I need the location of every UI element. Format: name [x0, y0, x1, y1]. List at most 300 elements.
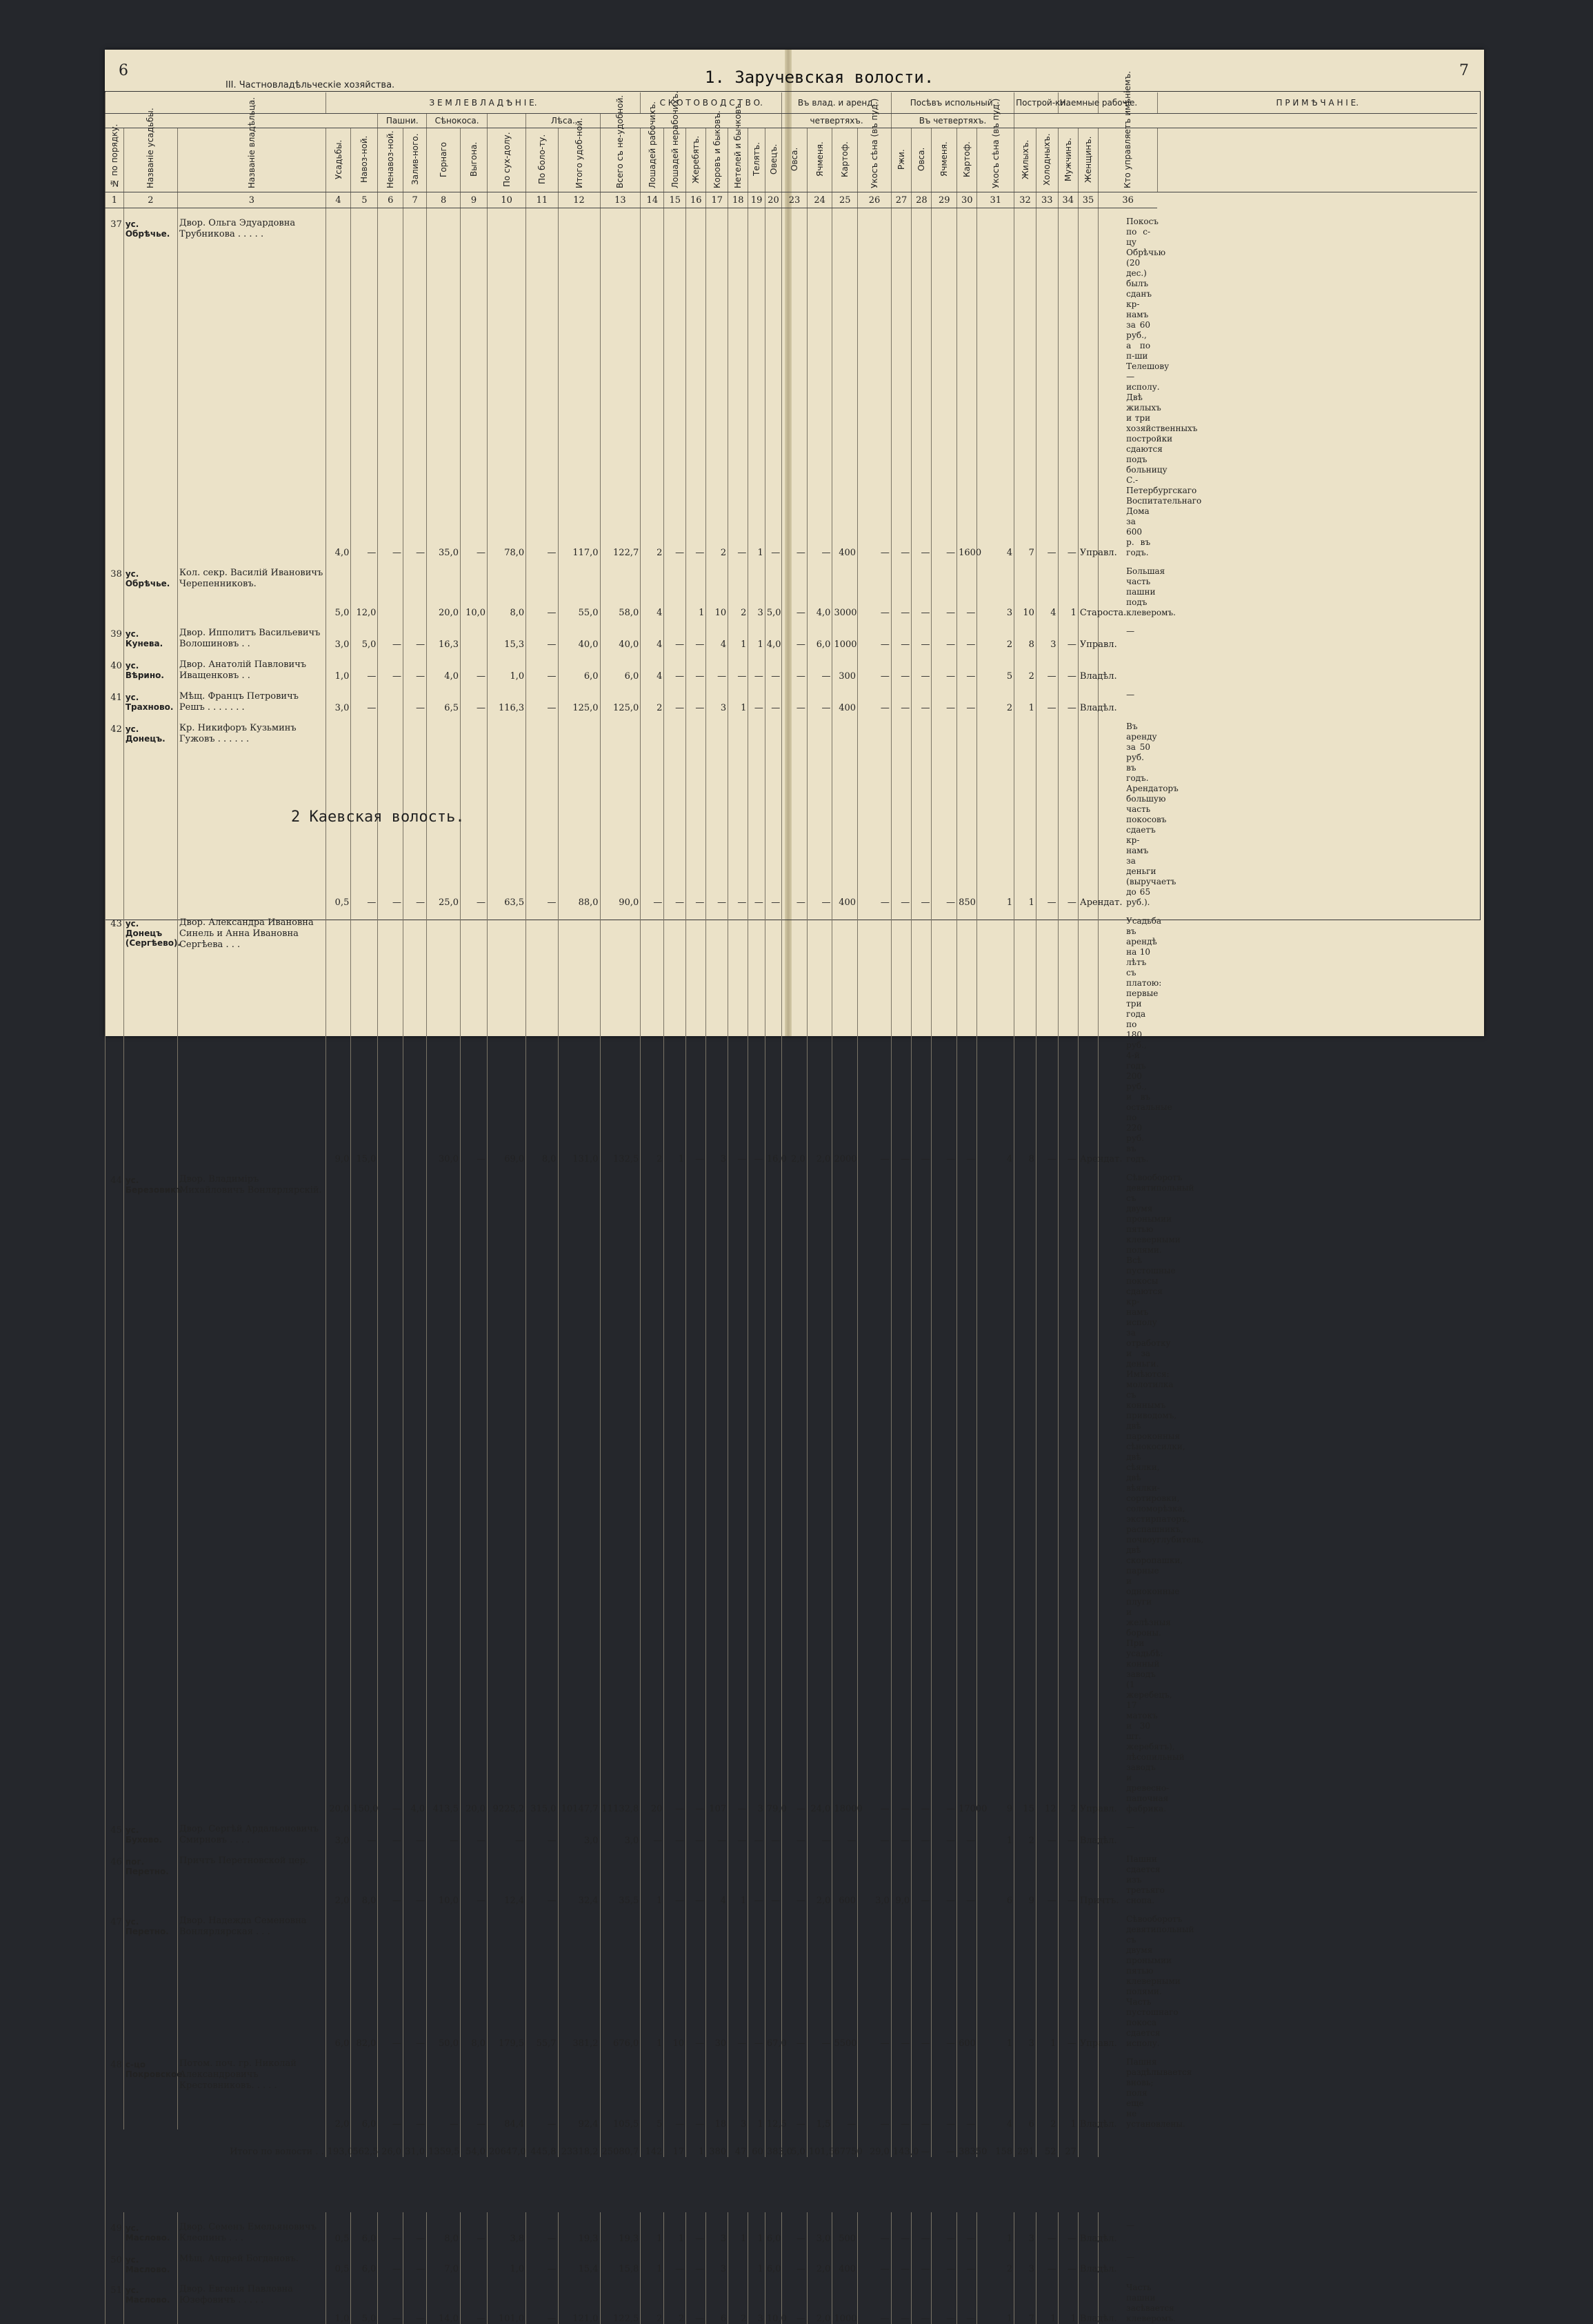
- cell-value: 69,0: [488, 908, 526, 1164]
- column-header: [706, 110, 728, 192]
- cell-value: 1: [748, 208, 765, 559]
- cell-value: 6: [1014, 2049, 1036, 2129]
- estate-name: ус. Донецъ.: [123, 713, 177, 908]
- column-header-label: Горнаго: [439, 141, 449, 177]
- column-number: 19: [748, 192, 765, 208]
- column-number: 30: [957, 192, 977, 208]
- row-note: Сѣвооборотъ девятипольный съ двумя пронымии пятью клеверными полями. Всѣ пустошные покосы сдаются кр-намъ исполу за отработку и за деньги. Имѣются: молотилка съ коннымъ приводомъ, двѣ пароконныя сѣнокосилки, двѣ сѣялки, двѣ вѣялки-сортировки, соломорѣзка, экстирпаторъ, распашникъ, почвоуглубитель, двѣ скоропашки, парные и одноконные плуги и желѣзныя бороны. При усадьбѣ: конный заводъ (1 жеребецъ, 17 матокъ и 30 шт. жеребятъ), лѣсопильный заводъ и древесно-папочная фабрика.: [1099, 1164, 1157, 1814]
- column-number: 32: [1014, 192, 1036, 208]
- owner-name: Двор. Ольга Эдуардовна Трубникова . . . . .: [177, 208, 325, 559]
- cell-value: 1: [1058, 558, 1078, 618]
- cell-value: Владѣл.: [1078, 2274, 1098, 2324]
- cell-value: —: [858, 558, 892, 618]
- cell-value: —: [891, 2049, 911, 2129]
- cell-value: 2: [1036, 2049, 1058, 2129]
- cell-value: 15,4: [558, 2244, 600, 2274]
- column-header: [325, 128, 351, 192]
- cell-value: 105,5: [600, 2049, 641, 2129]
- cell-value: 3,0: [807, 2212, 832, 2244]
- cell-value: 8,0: [526, 908, 558, 1164]
- cell-value: 2,0: [325, 1846, 351, 1906]
- cell-value: 58,0: [600, 558, 641, 618]
- column-header: [807, 128, 832, 192]
- cell-value: —: [378, 1814, 403, 1846]
- column-header: [782, 128, 808, 192]
- cell-value: 5,0: [765, 558, 781, 618]
- row-index: 49: [106, 2212, 124, 2244]
- cell-value: 20,0: [427, 558, 461, 618]
- cell-value: —: [403, 2274, 427, 2324]
- owner-name: Кр. Никифоръ Кузьминъ Гужовъ . . . . . .: [177, 713, 325, 908]
- cell-value: 5,0: [351, 618, 378, 650]
- cell-value: 0,5: [325, 2244, 351, 2274]
- cell-value: 8,0: [460, 1906, 487, 2049]
- cell-value: —: [686, 908, 706, 1164]
- cell-value: 78,0: [488, 208, 526, 559]
- cell-value: 6,0: [351, 2244, 378, 2274]
- cell-value: 30,0: [427, 908, 461, 1164]
- cell-value: —: [1058, 1846, 1078, 1906]
- table-row: [106, 2244, 1478, 2274]
- cell-value: —: [858, 2244, 892, 2274]
- cell-value: 3,0: [325, 618, 351, 650]
- cell-value: 10: [706, 558, 728, 618]
- totals-label: Итого по волости . .: [106, 2129, 326, 2157]
- column-header: [427, 128, 461, 192]
- cell-value: 1,5: [807, 2049, 832, 2129]
- cell-value: —: [526, 2244, 558, 2274]
- column-header-label: Жилыхъ.: [1020, 139, 1030, 179]
- cell-value: —: [912, 618, 932, 650]
- cell-value: —: [526, 558, 558, 618]
- cell-value: —: [526, 2212, 558, 2244]
- column-header: [526, 128, 558, 192]
- column-header: [378, 128, 403, 192]
- column-header: [123, 107, 177, 192]
- cell-value: 32,4: [558, 1846, 600, 1906]
- cell-value: 15,8: [600, 2244, 641, 2274]
- cell-value: 9,0: [325, 908, 351, 1164]
- cell-value: —: [460, 713, 487, 908]
- column-number: 25: [832, 192, 858, 208]
- cell-value: [460, 2244, 487, 2274]
- column-header-label: Навоз-ной.: [359, 135, 370, 183]
- cell-value: Управл.: [1078, 1906, 1098, 2049]
- page-number-left: 6: [119, 62, 128, 79]
- cell-value: 3: [748, 2274, 765, 2324]
- header-group: Посѣвъ испольный.: [891, 92, 1014, 114]
- cell-value: 11132,8: [600, 1164, 641, 1814]
- total-value: 29,0: [858, 2129, 892, 2157]
- cell-value: —: [858, 2212, 892, 2244]
- cell-value: 1,0: [488, 650, 526, 682]
- column-header-label: Холодныхъ.: [1042, 132, 1052, 186]
- cell-value: 2,0: [807, 2274, 832, 2324]
- cell-value: —: [932, 1906, 957, 2049]
- column-header-label: Овса.: [790, 147, 800, 171]
- cell-value: 3: [1014, 2244, 1036, 2274]
- cell-value: 6,0: [325, 1906, 351, 2049]
- cell-value: 8,0: [351, 1846, 378, 1906]
- column-number: 5: [351, 192, 378, 208]
- column-header-label: Ржи.: [896, 148, 907, 170]
- column-header: [957, 128, 977, 192]
- cell-value: —: [526, 208, 558, 559]
- cell-value: 7: [1014, 2274, 1036, 2324]
- column-header-label: Овса.: [916, 147, 927, 171]
- total-value: 54,0: [460, 2129, 487, 2157]
- cell-value: 10,0: [765, 2274, 781, 2324]
- cell-value: —: [891, 1814, 911, 1846]
- column-header: [977, 98, 1014, 192]
- total-value: 20647,0: [488, 2129, 526, 2157]
- cell-value: —: [1036, 682, 1058, 713]
- cell-value: —: [641, 1814, 664, 1846]
- cell-value: —: [526, 650, 558, 682]
- cell-value: —: [1036, 713, 1058, 908]
- cell-value: 2: [641, 908, 664, 1164]
- cell-value: 19,3: [600, 2212, 641, 2244]
- table-row: [106, 618, 1478, 650]
- cell-value: —: [891, 1164, 911, 1814]
- cell-value: —: [686, 713, 706, 908]
- cell-value: —: [664, 1814, 686, 1846]
- row-note: Покосъ по с-цу Обрѣчью (20 дес.) былъ сданъ кр-намъ за 60 руб., а по п-ши Телешову—исполу. Двѣ жилыхъ и три хозяйственныхъ постройки сдаются подъ больницу С.-Петербургскаго Воспитательнаго Дома за 600 р. въ годъ.: [1099, 208, 1157, 559]
- estate-name: ус. Вѣрино.: [123, 650, 177, 682]
- cell-value: —: [351, 1814, 378, 1846]
- owner-name: Двор. Ипполитъ Васильевичъ Волошиновъ . .: [177, 618, 325, 650]
- cell-value: 3: [706, 908, 728, 1164]
- cell-value: —: [686, 1906, 706, 2049]
- column-number: 6: [378, 192, 403, 208]
- column-header-label: Названiе усадьбы.: [146, 107, 156, 188]
- column-header: [600, 95, 641, 192]
- total-value: 60: [748, 2129, 765, 2157]
- cell-value: 117,0: [558, 208, 600, 559]
- cell-value: —: [1036, 2212, 1058, 2244]
- cell-value: —: [765, 208, 781, 559]
- cell-value: 84,4: [488, 2049, 526, 2129]
- cell-value: 2: [641, 682, 664, 713]
- cell-value: —: [686, 1164, 706, 1814]
- cell-value: —: [957, 1814, 977, 1846]
- cell-value: —: [891, 618, 911, 650]
- column-number: 27: [891, 192, 911, 208]
- column-header: [748, 128, 765, 192]
- column-number: 7: [403, 192, 427, 208]
- header-group: Построй-ки.: [1014, 92, 1058, 114]
- cell-value: 2: [977, 682, 1014, 713]
- cell-value: 8,0: [427, 2212, 461, 2244]
- owner-name: Двор. Евгенiя Павловна Юзефовичъ . . . . .: [177, 2274, 325, 2324]
- estate-name: ус. Перетно.: [123, 1906, 177, 2049]
- cell-value: 1600: [957, 208, 977, 559]
- total-value: 47: [728, 2129, 748, 2157]
- cell-value: 6,0: [765, 2212, 781, 2244]
- cell-value: —: [1036, 650, 1058, 682]
- cell-value: —: [664, 682, 686, 713]
- cell-value: —: [526, 2049, 558, 2129]
- cell-value: —: [807, 1814, 832, 1846]
- cell-value: —: [1036, 2244, 1058, 2274]
- cell-value: —: [912, 908, 932, 1164]
- column-number: 14: [641, 192, 664, 208]
- second-volost-title: 2 Каевская волость.: [291, 808, 465, 826]
- cell-value: —: [1058, 2244, 1078, 2274]
- column-header-label: По боло-ту.: [537, 134, 547, 184]
- cell-value: Арендат.: [1078, 713, 1098, 908]
- cell-value: —: [957, 618, 977, 650]
- cell-value: —: [858, 908, 892, 1164]
- cell-value: —: [912, 1846, 932, 1906]
- column-header-label: Женщинъ.: [1083, 135, 1093, 183]
- cell-value: —: [351, 713, 378, 908]
- estate-name: ус. Маслово.: [123, 2212, 177, 2244]
- cell-value: —: [932, 908, 957, 1164]
- column-number: 36: [1099, 192, 1157, 208]
- cell-value: —: [706, 713, 728, 908]
- total-value: 101,5: [807, 2129, 832, 2157]
- cell-value: —: [728, 1164, 748, 1814]
- column-header: [664, 90, 686, 192]
- column-number: 1: [106, 192, 124, 208]
- cell-value: —: [378, 650, 403, 682]
- cell-value: 1: [1014, 713, 1036, 908]
- owner-name: Кол. секр. Василiй Ивановичъ Черепенниковъ.: [177, 558, 325, 618]
- estate-name: ус. Донецъ (Сергѣево).: [123, 908, 177, 1164]
- cell-value: Владѣл.: [1078, 2244, 1098, 2274]
- column-number: 13: [600, 192, 641, 208]
- total-value: 380: [706, 2129, 728, 2157]
- cell-value: Управл.: [1078, 618, 1098, 650]
- cell-value: —: [957, 682, 977, 713]
- cell-value: 79,0: [765, 1164, 781, 1814]
- page-number-right: 7: [1459, 62, 1469, 79]
- volost-title: 1. Заручевская волости.: [705, 68, 934, 87]
- column-number: 9: [460, 192, 487, 208]
- owner-name: Двор. Семенъ Емельяновичъ Клеопинъ . . .: [177, 2212, 325, 2244]
- table-row: [106, 208, 1478, 559]
- column-header: [351, 128, 378, 192]
- cell-value: —: [782, 682, 808, 713]
- gap-cell: [106, 2157, 1478, 2212]
- cell-value: —: [807, 208, 832, 559]
- total-value: 27: [1058, 2129, 1078, 2157]
- column-number: 10: [488, 192, 526, 208]
- cell-value: —: [526, 682, 558, 713]
- table-row: [106, 1164, 1478, 1814]
- total-value: 193,0: [325, 2129, 351, 2157]
- cell-value: —: [932, 2274, 957, 2324]
- total-value: [1078, 2129, 1098, 2157]
- cell-value: 121,0: [558, 2274, 600, 2324]
- cell-value: —: [782, 1814, 808, 1846]
- cell-value: 3,0: [558, 1814, 600, 1846]
- total-value: 31,0: [403, 2129, 427, 2157]
- column-number: 18: [728, 192, 748, 208]
- column-header-label: Коровъ и быковъ.: [712, 110, 722, 188]
- cell-value: 8: [1014, 908, 1036, 1164]
- column-header: [912, 128, 932, 192]
- column-header: [1036, 128, 1058, 192]
- cell-value: 16,0: [765, 908, 781, 1164]
- cell-value: —: [957, 650, 977, 682]
- estate-name: ус. Обрѣчье.: [123, 208, 177, 559]
- row-note: —: [1099, 2244, 1157, 2274]
- cell-value: —: [932, 1846, 957, 1906]
- cell-value: —: [858, 1164, 892, 1814]
- cell-value: Управл.: [1078, 1164, 1098, 1814]
- cell-value: —: [378, 618, 403, 650]
- cell-value: —: [378, 1906, 403, 2049]
- cell-value: Владѣл.: [1078, 1814, 1098, 1846]
- row-note: —: [1099, 2212, 1157, 2244]
- cell-value: 92,4: [558, 2049, 600, 2129]
- cell-value: 5: [641, 2049, 664, 2129]
- cell-value: 5: [977, 650, 1014, 682]
- header-subgroup: Въ четвертяхъ.: [891, 114, 1014, 128]
- cell-value: 400: [832, 2244, 858, 2274]
- cell-value: Староста.: [1078, 558, 1098, 618]
- cell-value: —: [932, 1164, 957, 1814]
- owner-name: Двор. Надежда Семеновна Вонлярлярская . . .: [177, 1906, 325, 2049]
- cell-value: —: [891, 558, 911, 618]
- cell-value: 2: [664, 2274, 686, 2324]
- cell-value: 18: [706, 2049, 728, 2129]
- cell-value: 19,3: [558, 2212, 600, 2244]
- cell-value: 4: [706, 618, 728, 650]
- column-header-label: Ячменя.: [939, 141, 950, 177]
- cell-value: 400: [832, 208, 858, 559]
- cell-value: —: [1058, 2212, 1078, 2244]
- cell-value: 2,0: [325, 2049, 351, 2129]
- row-note: [1099, 2129, 1157, 2157]
- table-row: [106, 558, 1478, 618]
- cell-value: —: [1058, 713, 1078, 908]
- cell-value: —: [686, 682, 706, 713]
- cell-value: 1: [977, 2274, 1014, 2324]
- cell-value: —: [957, 2049, 977, 2129]
- column-number: 2: [123, 192, 177, 208]
- cell-value: —: [460, 208, 487, 559]
- cell-value: —: [664, 618, 686, 650]
- column-number: 23: [782, 192, 808, 208]
- cell-value: —: [1036, 1814, 1058, 1846]
- cell-value: Владѣл.: [1078, 682, 1098, 713]
- cell-value: 125,0: [600, 682, 641, 713]
- cell-value: —: [427, 1814, 461, 1846]
- cell-value: —: [1058, 208, 1078, 559]
- column-number: 26: [858, 192, 892, 208]
- cell-value: 3,8: [488, 2212, 526, 2244]
- cell-value: —: [891, 2274, 911, 2324]
- cell-value: 4,0: [403, 1164, 427, 1814]
- cell-value: —: [728, 908, 748, 1164]
- cell-value: —: [664, 2244, 686, 2274]
- cell-value: 122,7: [600, 208, 641, 559]
- cell-value: —: [891, 2212, 911, 2244]
- cell-value: —: [932, 558, 957, 618]
- cell-value: —: [664, 713, 686, 908]
- cell-value: —: [403, 713, 427, 908]
- column-number: 28: [912, 192, 932, 208]
- column-number: 20: [765, 192, 781, 208]
- owner-name: Причтъ Перетновской цер.: [177, 1846, 325, 1906]
- column-number: 8: [427, 192, 461, 208]
- cell-value: 3: [748, 1164, 765, 1814]
- cell-value: —: [858, 2049, 892, 2129]
- column-number: 3: [177, 192, 325, 208]
- cell-value: —: [1058, 682, 1078, 713]
- cell-value: —: [765, 1814, 781, 1846]
- cell-value: [403, 908, 427, 1164]
- cell-value: —: [765, 1846, 781, 1906]
- cell-value: 1: [1036, 1906, 1058, 2049]
- column-header: [728, 100, 748, 192]
- cell-value: 676,0: [600, 1906, 641, 2049]
- column-header: [1014, 128, 1036, 192]
- cell-value: —: [782, 2049, 808, 2129]
- cell-value: —: [912, 1164, 932, 1814]
- column-header-label: № по порядку.: [109, 123, 119, 188]
- column-header-label: Кто управляетъ имѣнiемъ.: [1123, 70, 1133, 188]
- column-header: [488, 128, 526, 192]
- cell-value: 1: [728, 618, 748, 650]
- column-header: [403, 128, 427, 192]
- cell-value: —: [858, 682, 892, 713]
- cell-value: —: [664, 650, 686, 682]
- row-note: —: [1099, 1814, 1157, 1846]
- cell-value: —: [782, 713, 808, 908]
- column-number: 29: [932, 192, 957, 208]
- cell-value: —: [378, 2212, 403, 2244]
- cell-value: —: [932, 682, 957, 713]
- cell-value: —: [403, 650, 427, 682]
- cell-value: 3: [706, 2244, 728, 2274]
- cell-value: —: [526, 713, 558, 908]
- cell-value: 2: [1014, 650, 1036, 682]
- column-number: 33: [1036, 192, 1058, 208]
- cell-value: 5,0: [325, 558, 351, 618]
- cell-value: 600: [957, 1906, 977, 2049]
- cell-value: 0,5: [325, 2212, 351, 2244]
- cell-value: —: [957, 2274, 977, 2324]
- cell-value: —: [782, 208, 808, 559]
- cell-value: 25,0: [427, 713, 461, 908]
- cell-value: 1: [641, 2212, 664, 2244]
- cell-value: —: [460, 650, 487, 682]
- row-note: —: [1099, 682, 1157, 713]
- owner-name: Двор. Сергѣй Ардальоновичъ Смирновъ . . . .: [177, 1814, 325, 1846]
- cell-value: —: [351, 208, 378, 559]
- row-index: 44: [106, 1164, 124, 1814]
- total-value: 142: [641, 2129, 664, 2157]
- cell-value: 55,0: [558, 558, 600, 618]
- estate-name: ус. Маслово.: [123, 2274, 177, 2324]
- cell-value: —: [378, 2244, 403, 2274]
- cell-value: —: [782, 1846, 808, 1906]
- column-number: 12: [558, 192, 600, 208]
- cell-value: —: [748, 1906, 765, 2049]
- cell-value: 1: [664, 2212, 686, 2244]
- cell-value: —: [912, 682, 932, 713]
- cell-value: —: [378, 1846, 403, 1906]
- cell-value: 1: [728, 2212, 748, 2244]
- column-header-label: Лошадей рабочихъ.: [647, 101, 657, 188]
- owner-name: Двор. Александра Ивановна Синель и Анна Ивановна Сергѣева . . .: [177, 908, 325, 1164]
- cell-value: [378, 558, 403, 618]
- section-title: III. Частновладѣльческiе хозяйства.: [226, 80, 395, 90]
